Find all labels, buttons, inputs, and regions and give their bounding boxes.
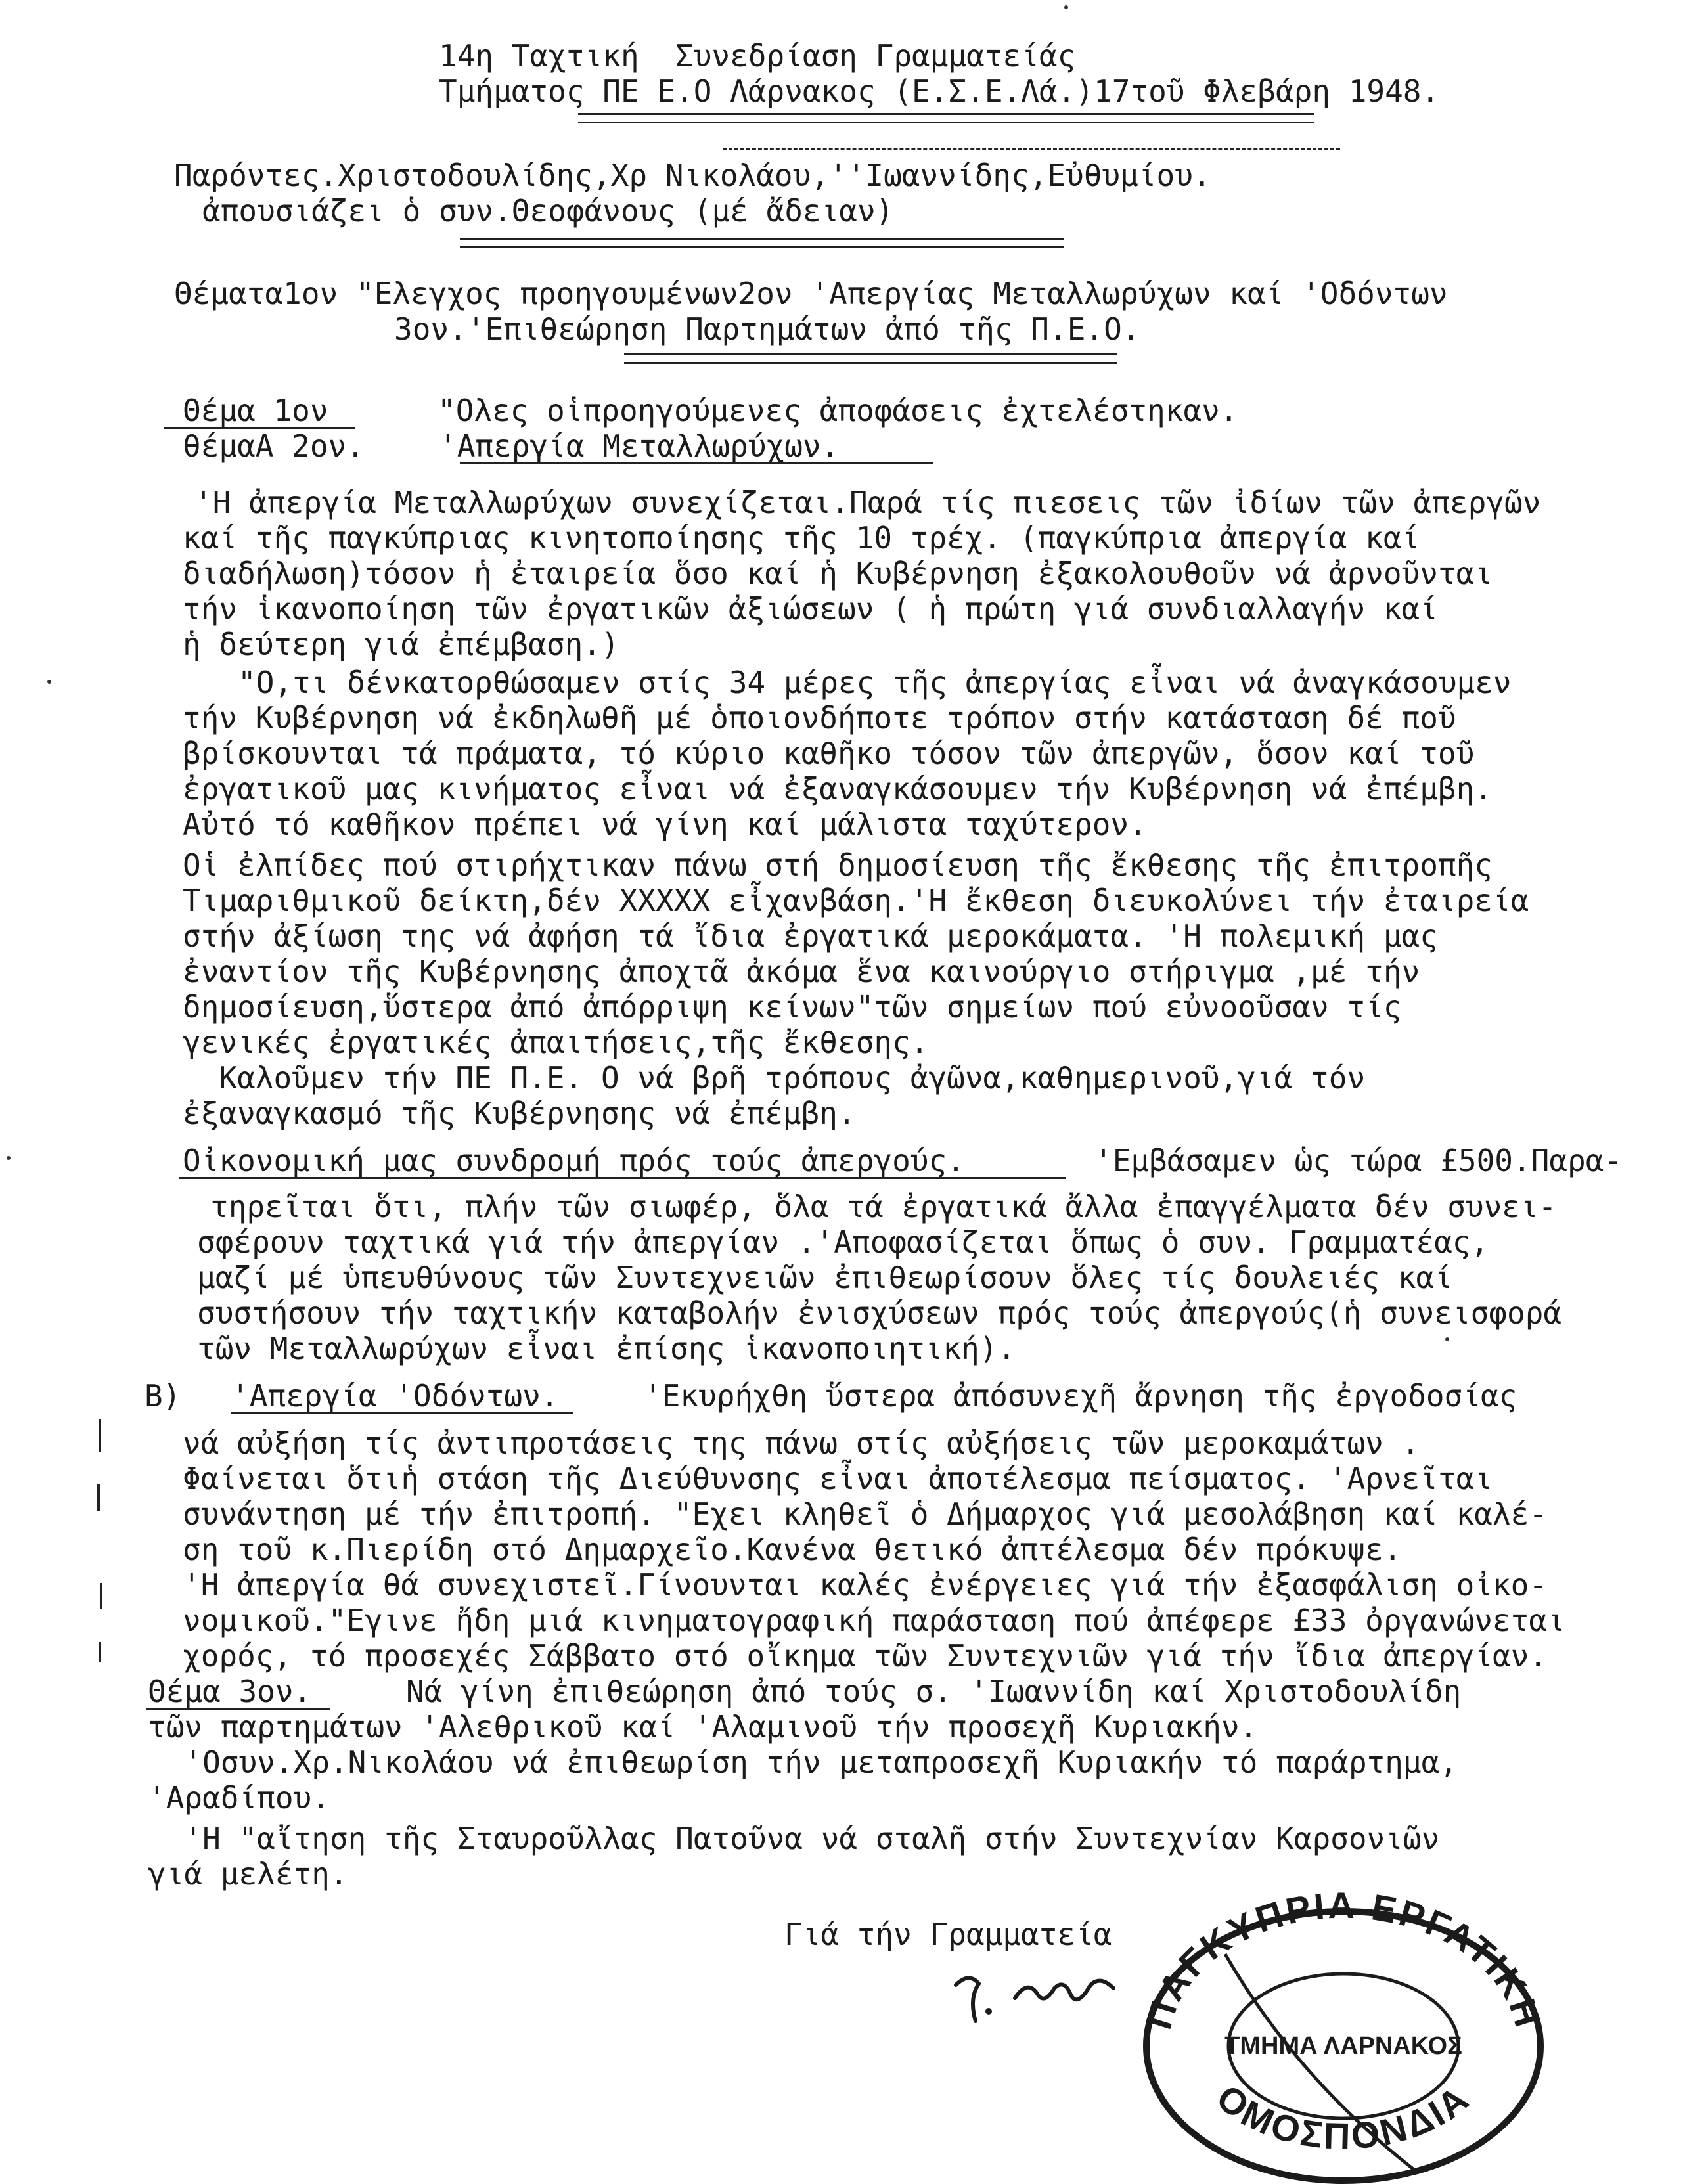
p4-line: τηρεῖται ὅτι, πλήν τῶν σιωφέρ, ὅλα τά ἐργατικά ἄλλα ἐπαγγέλματα δέν συνει- — [210, 1189, 1557, 1224]
p2-line: "Ο,τι δένκατορθώσαμεν στίς 34 μέρες τῆς ἀπεργίας εἶναι νά ἀναγκάσουμεν — [238, 665, 1512, 700]
p6-line: 'Αραδίπου. — [148, 1780, 330, 1816]
scan-speck — [1445, 1337, 1449, 1341]
p5-line: συνάντηση μέ τήν ἐπιτροπή. "Εχει κληθεῖ ὁ Δήμαρχος γιά μεσολάβηση καί καλέ- — [183, 1496, 1548, 1532]
p5-line: νομικοῦ."Εγινε ἤδη μιά κινηματογραφική παράσταση πού ἀπέφερε £33 ὀργανώνεται — [183, 1603, 1565, 1638]
p1-line: 'Η ἀπεργία Μεταλλωρύχων συνεχίζεται.Παρά τίς πιεσεις τῶν ἰδίων τῶν ἀπεργῶν — [194, 485, 1541, 520]
attendees-absent: ἀπουσιάζει ὁ συν.Θεοφάνους (μέ ἄδειαν) — [202, 193, 894, 229]
agenda-line-2: 3ον.'Επιθεώρηση Παρτημάτων ἀπό τῆς Π.Ε.Ο. — [394, 311, 1140, 347]
p2-line: βρίσκουνται τά πράματα, τό κύριο καθῆκο τόσον τῶν ἀπεργῶν, ὅσον καί τοῦ — [183, 736, 1475, 771]
p3-line: δημοσίευση,ὕστερα ἀπό ἀπόρριψη κείνων"τῶν σημείων πού εὐνοοῦσαν τίς — [183, 989, 1402, 1025]
title-double-underline — [578, 113, 1314, 123]
topic-1-text: "Ολες οἱπροηγούμενες ἀποφάσεις ἐχτελέστηκαν. — [438, 393, 1238, 428]
p4-line: μαζί μέ ὑπευθύνους τῶν Συντεχνειῶν ἐπιθεωρίσουν ὅλες τίς δουλειές καί — [197, 1260, 1452, 1295]
topic-2-underline — [460, 462, 933, 464]
p5-line: Φαίνεται ὅτιἡ στάση τῆς Διεύθυνσης εἶναι ἀποτέλεσμα πείσματος. 'Αρνεῖται — [183, 1461, 1493, 1496]
p4-heading: Οἰκονομική μας συνδρομή πρός τούς ἀπεργούς. — [183, 1143, 965, 1178]
margin-mark — [100, 1583, 102, 1609]
p4-heading-tail: 'Εμβάσαμεν ὡς τώρα £500.Παρα- — [1094, 1143, 1623, 1178]
p1-line: καί τῆς παγκύπριας κινητοποίησης τῆς 10 τρέχ. (παγκύπρια ἀπεργία καί — [183, 520, 1420, 556]
p1-line: διαδήλωση)τόσον ἡ ἐταιρεία ὅσο καί ἡ Κυβέρνηση ἐξακολουθοῦν νά ἀρνοῦνται — [183, 556, 1493, 591]
margin-mark — [99, 1642, 101, 1662]
p5-line: 'Η ἀπεργία θά συνεχιστεῖ.Γίνουνται καλές ἐνέργειες γιά τήν ἐξασφάλιση οἰκο- — [183, 1567, 1548, 1603]
p2-line: Αὐτό τό καθῆκον πρέπει νά γίνη καί μάλιστα ταχύτερον. — [183, 807, 1147, 842]
p4-heading-underline — [179, 1177, 1066, 1179]
p3-line: Τιμαριθμικοῦ δείκτη,δέν XXXXX εἶχανβάση.'Η ἔκθεση διευκολύνει τήν ἐταιρεία — [183, 883, 1529, 918]
margin-mark — [99, 1419, 101, 1452]
p5-line: ση τοῦ κ.Πιερίδη στό Δημαρχεῖο.Κανένα θετικό ἀπτέλεσμα δέν πρόκυψε. — [183, 1532, 1402, 1567]
p3-line: γενικές ἐργατικές ἀπαιτήσεις,τῆς ἔκθεσης. — [183, 1025, 929, 1060]
p2-line: ἐργατικοῦ μας κινήματος εἶναι νά ἐξαναγκάσουμεν τήν Κυβέρνηση νά ἐπέμβη. — [183, 771, 1493, 807]
official-stamp — [1107, 1882, 1580, 2184]
topic-2-text: 'Απεργία Μεταλλωρύχων. — [439, 428, 840, 464]
section-b-label: Β) — [145, 1378, 181, 1414]
handwritten-signature — [949, 1959, 1120, 2031]
section-b-heading-tail: 'Εκυρήχθη ὕστερα ἀπόσυνεχῆ ἄρνηση τῆς ἐργοδοσίας — [644, 1378, 1517, 1414]
document-subtitle: Τμήματος ΠΕ Ε.Ο Λάρνακος (Ε.Σ.Ε.Λά.)17τοῦ Φλεβάρη 1948. — [439, 74, 1440, 109]
agenda-double-underline — [624, 353, 1117, 364]
section-b-heading: 'Απεργία 'Οδόντων. — [231, 1378, 559, 1414]
p6-line: τῶν παρτημάτων 'Αλεθρικοῦ καί 'Αλαμινοῦ τήν προσεχῆ Κυριακήν. — [148, 1709, 1258, 1745]
p3-line: ἐξαναγκασμό τῆς Κυβέρνησης νά ἐπέμβη. — [183, 1096, 856, 1131]
closing-for-secretariat: Γιά τήν Γραμματεία — [784, 1917, 1112, 1952]
topic-1-heading: Θέμα 1ον — [183, 393, 328, 428]
scan-speck — [1064, 5, 1068, 9]
stamp-middle-text: ΤΜΗΜΑ ΛΑΡΝΑΚΟΣ — [1224, 2032, 1462, 2060]
title-dashed-rule — [723, 148, 1340, 150]
topic-3-heading-tail: Νά γίνη ἐπιθεώρηση ἀπό τούς σ. 'Ιωαννίδη καί Χριστοδουλίδη — [406, 1674, 1462, 1709]
p6-line: 'Οσυν.Χρ.Νικολάου νά ἐπιθεωρίση τήν μεταπροσεχῆ Κυριακήν τό παράρτημα, — [148, 1745, 1458, 1780]
stamp-bottom-text: ΟΜΟΣΠΟΝΔΙΑ — [1209, 2076, 1478, 2157]
document-title: 14η Ταχτική Συνεδρίαση Γραμματεί́ας — [439, 38, 1076, 74]
attendance-double-underline — [460, 238, 1064, 248]
topic-3-heading: Θέμα 3ον. — [148, 1674, 312, 1709]
p3-line: Καλοῦμεν τήν ΠΕ Π.Ε. Ο νά βρῆ τρόπους ἀγῶνα,καθημερινοῦ,γιά τόν — [183, 1060, 1366, 1096]
p3-line: Οἱ ἐλπίδες πού στιρήχτικαν πάνω στή δημοσίευση τῆς ἔκθεσης τῆς ἐπιτροπῆς — [183, 847, 1493, 883]
p6-line: γιά μελέτη. — [148, 1856, 348, 1892]
p5-line: χορός, τό προσεχές Σάββατο στό οἴκημα τῶν Συντεχνιῶν γιά τήν ἴδια ἀπεργίαν. — [183, 1638, 1548, 1674]
scan-speck — [47, 680, 51, 684]
p4-line: τῶν Μεταλλωρύχων εἶναι ἐπίσης ἱκανοποιητική). — [197, 1331, 1016, 1366]
agenda-line-1: Θέματα1ον "Ελεγχος προηγουμένων2ον 'Απεργίας Μεταλλωρύχων καί 'Οδόντων — [174, 276, 1448, 311]
p1-line: ἡ δεύτερη γιά ἐπέμβαση.) — [183, 627, 619, 662]
p3-line: στήν ἀξίωση της νά ἀφήση τά ἴδια ἐργατικά μεροκάματα. 'Η πολεμική μας — [183, 918, 1438, 954]
scan-speck — [7, 1156, 11, 1160]
p3-line: ἐναντίον τῆς Κυβέρνησης ἀποχτᾶ ἀκόμα ἕνα καινούργιο στήριγμα ,μέ τήν — [183, 954, 1420, 989]
topic-2-heading: θέμαΑ 2ον. — [183, 428, 365, 464]
p2-line: τήν Κυβέρνηση νά ἐκδηλωθῆ μέ ὁποιονδήποτε τρόπον στήν κατάσταση δέ ποῦ — [183, 700, 1456, 736]
stamp-top-text: ΠΑΓΚΥΠΡΙΑ ΕΡΓΑΤΙΚΗ — [1137, 1884, 1550, 2034]
attendees-present: Παρόντες.Χριστοδουλίδης,Χρ Νικολάου,''Ιωαννίδης,Εὐθυμίου. — [174, 158, 1211, 193]
p4-line: συστήσουν τήν ταχτικήν καταβολήν ἐνισχύσεων πρός τούς ἀπεργούς(ἡ συνεισφορά — [197, 1295, 1562, 1331]
p1-line: τήν ἱκανοποίηση τῶν ἐργατικῶν ἀξιώσεων ( ἡ πρώτη γιά συνδιαλλαγήν καί — [183, 591, 1438, 627]
p4-line: σφέρουν ταχτικά γιά τήν ἀπεργίαν .'Αποφασίζεται ὅπως ὁ συν. Γραμματέας, — [197, 1224, 1489, 1260]
p6-line: 'Η "αἴτηση τῆς Σταυροῦλλας Πατοῦνα νά σταλῆ στήν Συντεχνίαν Καρσονιῶν — [148, 1821, 1440, 1856]
section-b-underline — [231, 1412, 573, 1414]
margin-mark — [97, 1484, 100, 1511]
p5-line: νά αὐξήση τίς ἀντιπροτάσεις της πάνω στίς αὐξήσεις τῶν μεροκαμάτων . — [183, 1425, 1420, 1461]
